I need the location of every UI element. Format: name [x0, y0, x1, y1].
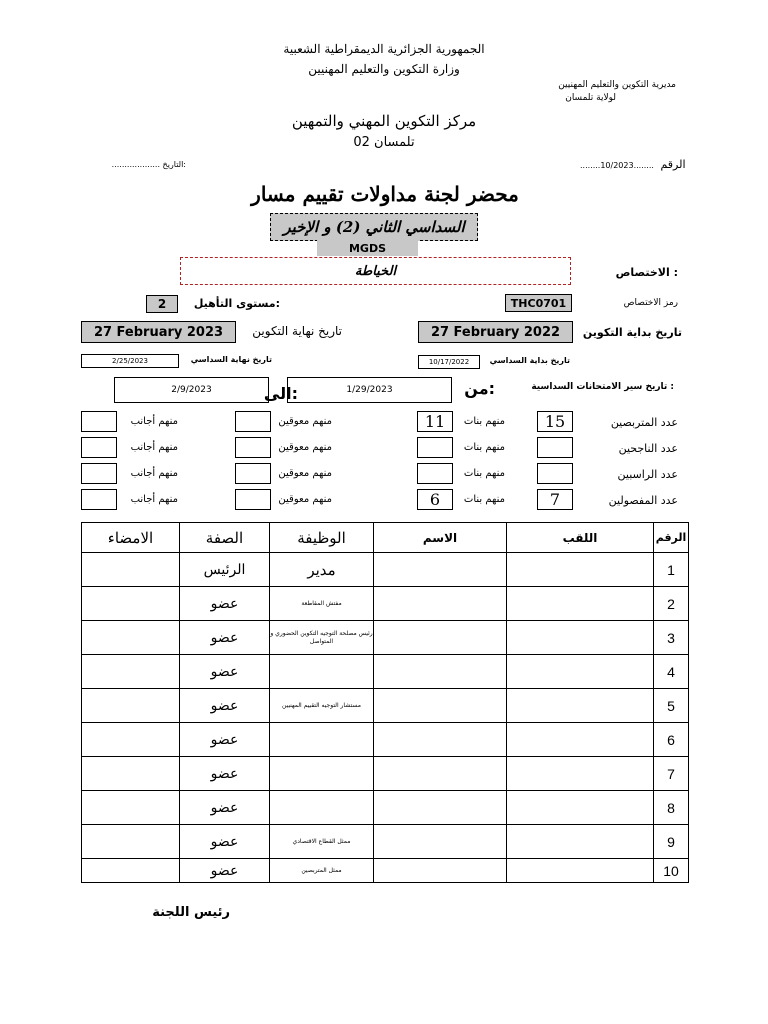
fname-cell[interactable] [374, 655, 507, 689]
table-row [82, 689, 689, 723]
qual-level-field[interactable] [146, 295, 178, 313]
stats-disabled-box[interactable] [235, 463, 271, 484]
stats-girls-label: منهم بنات [463, 494, 505, 505]
fname-cell[interactable] [374, 553, 507, 587]
lname-cell[interactable] [507, 553, 654, 587]
table-row [82, 825, 689, 859]
from-field[interactable] [287, 377, 452, 403]
stats-girls-box[interactable] [417, 411, 453, 432]
job-cell [270, 655, 374, 689]
lname-cell[interactable] [507, 825, 654, 859]
role-cell: عضو [180, 859, 270, 883]
job-cell: رئيس مصلحة التوجيه التكوين الحضوري و المتواصل [270, 621, 374, 655]
sem-start-value: 10/17/2022 [428, 358, 470, 366]
stats-count: 7 [549, 490, 561, 509]
table-row [82, 723, 689, 757]
from-value: 1/29/2023 [346, 385, 393, 395]
exam-label: : تاريخ سير الامتحانات السداسية [531, 382, 674, 392]
date-label: :التاريخ ................... [111, 160, 186, 169]
stats-label: عدد المفصولين [608, 494, 678, 507]
stats-foreign-box[interactable] [81, 437, 117, 458]
header-lname: اللقب [507, 523, 654, 553]
num-cell: 1 [654, 553, 689, 587]
role-cell: عضو [180, 791, 270, 825]
num-cell: 6 [654, 723, 689, 757]
role-cell: عضو [180, 757, 270, 791]
role-cell: عضو [180, 723, 270, 757]
lname-cell[interactable] [507, 655, 654, 689]
role-cell: عضو [180, 655, 270, 689]
stats-foreign-label: منهم أجانب [130, 494, 178, 505]
train-end-field[interactable] [81, 321, 236, 343]
lname-cell[interactable] [507, 859, 654, 883]
num-cell: 9 [654, 825, 689, 859]
spec-code-label: رمز الاختصاص [623, 298, 678, 308]
role-cell: عضو [180, 825, 270, 859]
sem-end-value: 2/25/2023 [112, 357, 148, 365]
directorate-line-1: مديرية التكوين والتعليم المهنيين [558, 80, 676, 90]
specialty-label: : الاختصاص [615, 266, 678, 279]
stats-disabled-box[interactable] [235, 437, 271, 458]
role-cell: الرئيس [180, 553, 270, 587]
stats-count-box[interactable] [537, 437, 573, 458]
table-row [82, 859, 689, 883]
sign-cell[interactable] [82, 757, 180, 791]
lname-cell[interactable] [507, 757, 654, 791]
stats-foreign-box[interactable] [81, 463, 117, 484]
header-num: الرقم [654, 523, 689, 553]
qual-level-value: 2 [157, 297, 167, 311]
role-cell: عضو [180, 621, 270, 655]
sign-cell[interactable] [82, 655, 180, 689]
train-start-field[interactable] [418, 321, 573, 343]
train-start-label: تاريخ بداية التكوين [582, 326, 682, 339]
sem-end-label: تاريخ نهاية السداسي [190, 355, 272, 364]
fname-cell[interactable] [374, 757, 507, 791]
sign-cell[interactable] [82, 791, 180, 825]
stats-girls-label: منهم بنات [463, 468, 505, 479]
num-cell: 5 [654, 689, 689, 723]
stats-foreign-label: منهم أجانب [130, 468, 178, 479]
stats-count: 15 [544, 412, 566, 431]
specialty-value: الخياطة [354, 263, 397, 279]
semester-label: السداسي الثاني (2) و الإخير [283, 218, 465, 236]
fname-cell[interactable] [374, 723, 507, 757]
job-cell: ممثل المتربصين [270, 859, 374, 883]
specialty-field[interactable] [180, 257, 571, 285]
fname-cell[interactable] [374, 825, 507, 859]
to-value: 2/9/2023 [171, 385, 212, 395]
stats-disabled-label: منهم معوقين [278, 416, 332, 427]
job-cell: مفتش المقاطعة [270, 587, 374, 621]
stats-count-box[interactable] [537, 489, 573, 510]
job-cell: مدير [270, 553, 374, 587]
stats-girls-box[interactable] [417, 437, 453, 458]
fname-cell[interactable] [374, 621, 507, 655]
table-row [82, 757, 689, 791]
train-end-label: تاريخ نهاية التكوين [252, 324, 342, 338]
center-name: مركز التكوين المهني والتمهين [291, 112, 477, 130]
sign-cell[interactable] [82, 689, 180, 723]
from-label: :من [464, 379, 495, 398]
center-city: تلمسان 02 [353, 135, 415, 150]
stats-girls-label: منهم بنات [463, 416, 505, 427]
semester-box [270, 213, 478, 241]
role-cell: عضو [180, 587, 270, 621]
table-row [82, 791, 689, 825]
directorate-line-2: لولاية تلمسان [565, 93, 616, 103]
stats-foreign-box[interactable] [81, 489, 117, 510]
to-field[interactable] [114, 377, 269, 403]
stats-girls: 6 [429, 490, 441, 509]
header-job: الوظيفة [270, 523, 374, 553]
table-row [82, 587, 689, 621]
header-role: الصفة [180, 523, 270, 553]
ministry-line: وزارة التكوين والتعليم المهنيين [308, 62, 460, 76]
ref-number [580, 158, 684, 171]
ref-value: ........10/2023........ [580, 161, 654, 170]
num-cell: 8 [654, 791, 689, 825]
lname-cell[interactable] [507, 621, 654, 655]
num-cell: 7 [654, 757, 689, 791]
stats-count-box[interactable] [537, 411, 573, 432]
stats-label: عدد الراسبين [617, 468, 678, 481]
page-title: محضر لجنة مداولات تقييم مسار [251, 182, 519, 206]
stats-disabled-box[interactable] [235, 411, 271, 432]
stats-count-box[interactable] [537, 463, 573, 484]
sign-cell[interactable] [82, 859, 180, 883]
table-row [82, 553, 689, 587]
stats-label: عدد المتربصين [610, 416, 678, 429]
table-row [82, 621, 689, 655]
stats-disabled-label: منهم معوقين [278, 494, 332, 505]
fname-cell[interactable] [374, 587, 507, 621]
sign-cell[interactable] [82, 553, 180, 587]
job-cell [270, 791, 374, 825]
job-cell: ممثل القطاع الاقتصادي [270, 825, 374, 859]
sign-cell[interactable] [82, 723, 180, 757]
role-cell: عضو [180, 689, 270, 723]
stats-disabled-label: منهم معوقين [278, 468, 332, 479]
stats-foreign-box[interactable] [81, 411, 117, 432]
stats-disabled-box[interactable] [235, 489, 271, 510]
sem-end-field[interactable] [81, 354, 179, 368]
header-fname: الاسم [374, 523, 507, 553]
num-cell: 10 [654, 859, 689, 883]
num-cell: 4 [654, 655, 689, 689]
lname-cell[interactable] [507, 587, 654, 621]
stats-girls: 11 [424, 412, 446, 431]
qual-level-label: :مستوى التأهيل [193, 297, 280, 310]
num-cell: 3 [654, 621, 689, 655]
stats-disabled-label: منهم معوقين [278, 442, 332, 453]
fname-cell[interactable] [374, 689, 507, 723]
fname-cell[interactable] [374, 859, 507, 883]
header-sign: الامضاء [82, 523, 180, 553]
to-label: :الى [263, 384, 298, 403]
lname-cell[interactable] [507, 791, 654, 825]
spec-code-value: THC0701 [510, 296, 567, 310]
sign-cell[interactable] [82, 587, 180, 621]
stats-foreign-label: منهم أجانب [130, 442, 178, 453]
sign-cell[interactable] [82, 825, 180, 859]
stats-foreign-label: منهم أجانب [130, 416, 178, 427]
stats-girls-box[interactable] [417, 489, 453, 510]
code-tag [317, 240, 418, 256]
job-cell: مستشار التوجيه التقييم المهنيين [270, 689, 374, 723]
stats-girls-label: منهم بنات [463, 442, 505, 453]
num-cell: 2 [654, 587, 689, 621]
table-header-row [82, 523, 689, 553]
sem-start-label: تاريخ بداية السداسي [489, 356, 570, 365]
job-cell [270, 757, 374, 791]
members-table [81, 522, 689, 883]
sem-start-field[interactable] [418, 355, 480, 369]
train-start-value: 27 February 2022 [430, 324, 561, 340]
fname-cell[interactable] [374, 791, 507, 825]
job-cell [270, 723, 374, 757]
stats-girls-box[interactable] [417, 463, 453, 484]
sign-cell[interactable] [82, 621, 180, 655]
train-end-value: 27 February 2023 [93, 324, 224, 340]
lname-cell[interactable] [507, 689, 654, 723]
lname-cell[interactable] [507, 723, 654, 757]
stats-label: عدد الناجحين [618, 442, 678, 455]
spec-code-field[interactable] [505, 294, 572, 312]
code-tag-label: MGDS [348, 241, 387, 255]
republic-line: الجمهورية الجزائرية الديمقراطية الشعبية [283, 42, 485, 56]
table-row [82, 655, 689, 689]
committee-head-label: رئيس اللجنة [152, 905, 230, 920]
ref-label: الرقم [660, 158, 686, 171]
